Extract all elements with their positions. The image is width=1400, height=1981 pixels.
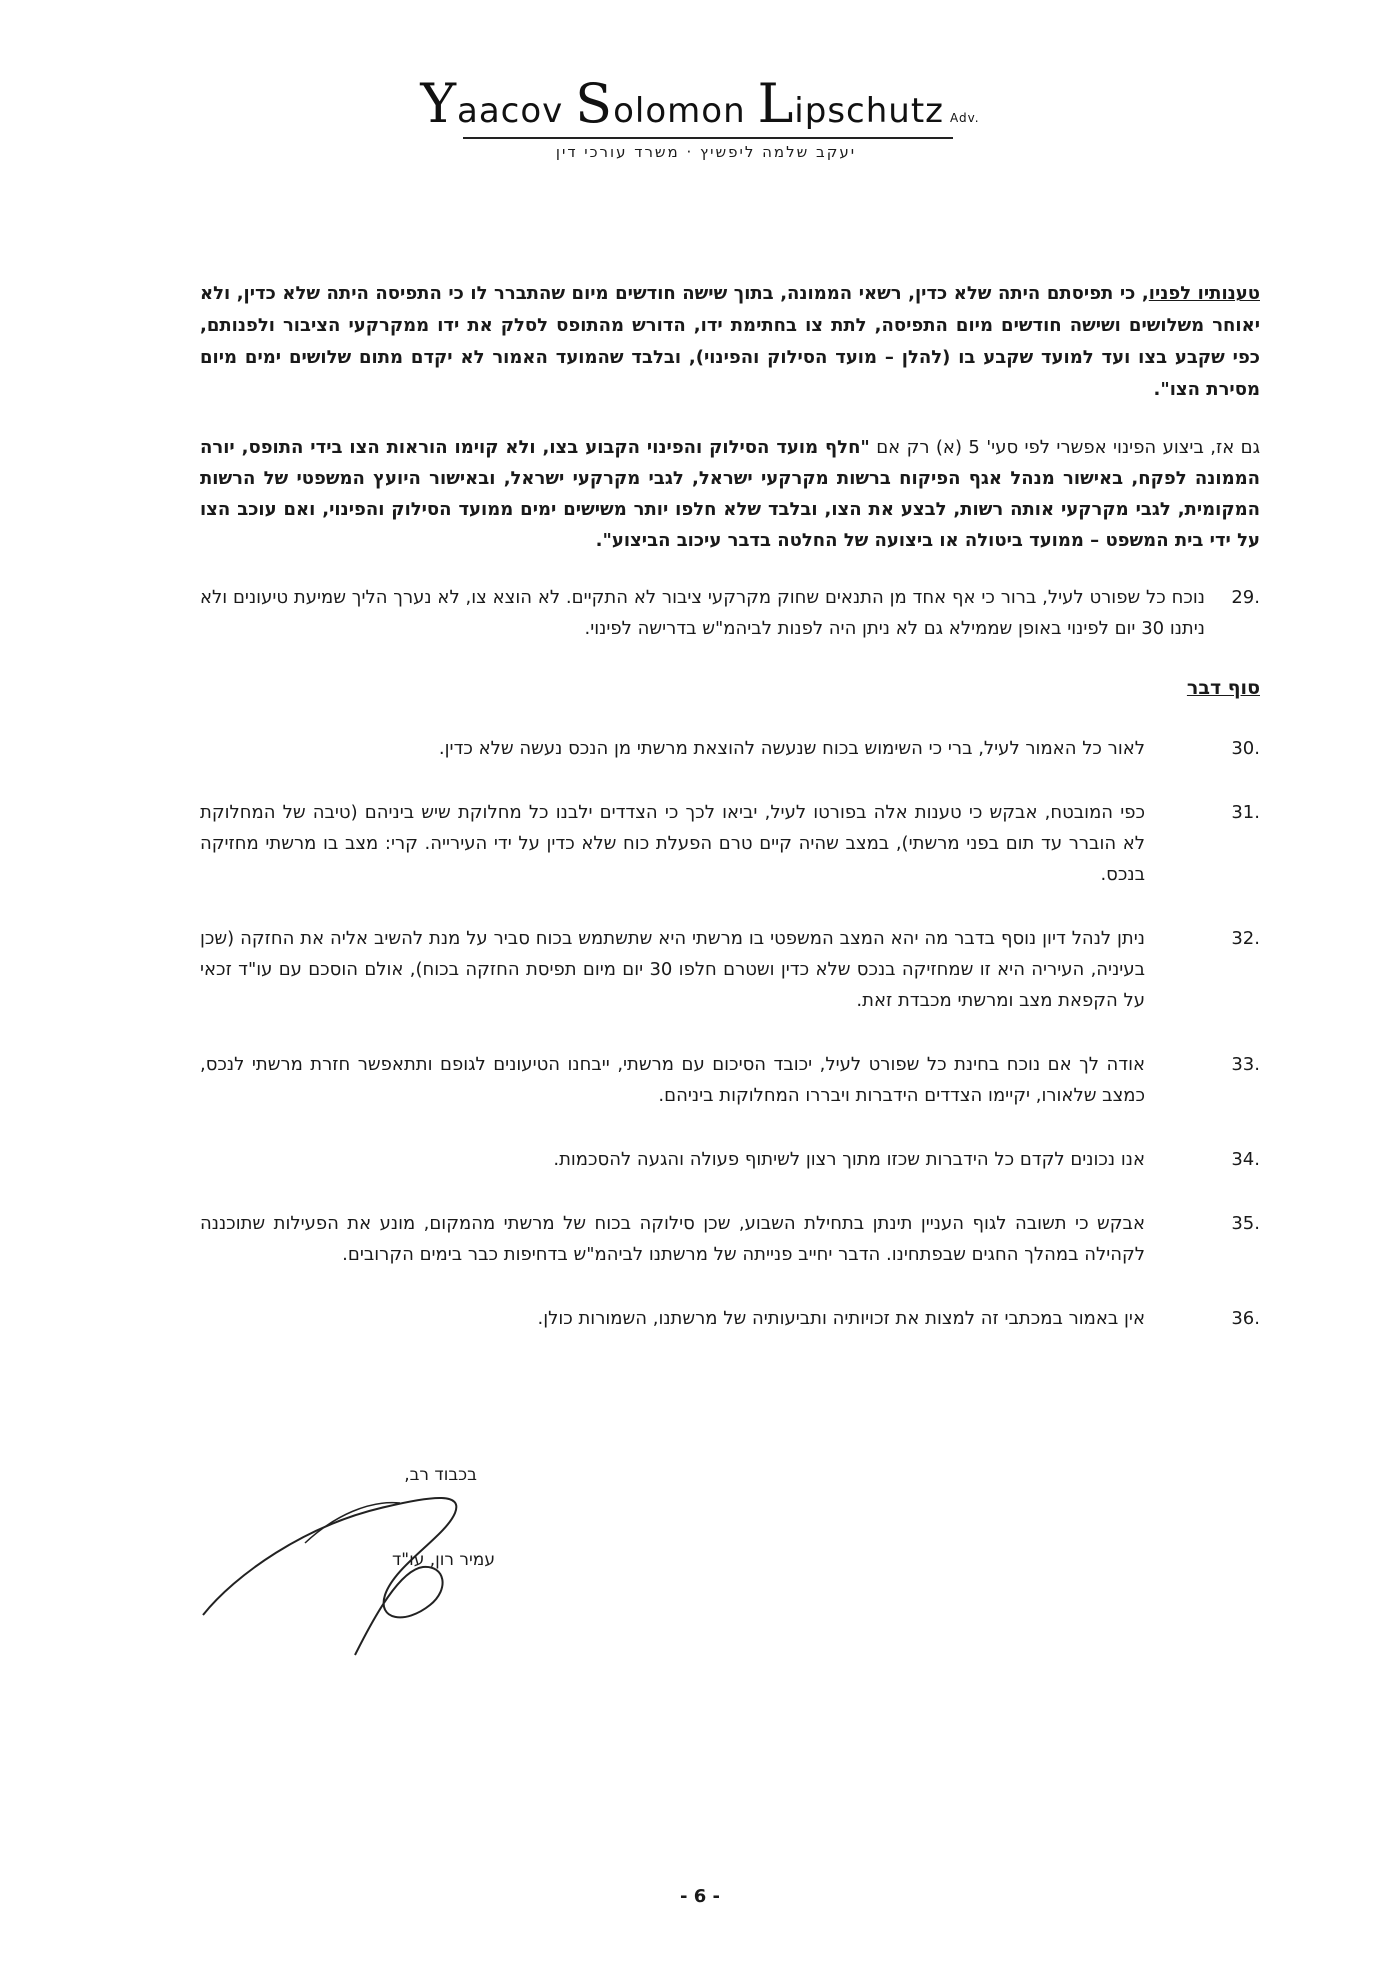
firm-name-part-1: aacov: [457, 91, 576, 131]
paragraph-number: .36: [1231, 1308, 1260, 1329]
paragraph-34: [200, 1144, 1260, 1175]
paragraph-text: לאור כל האמור לעיל, ברי כי השימוש בכוח שנעשה להוצאת מרשתי מן הנכס נעשה שלא כדין.: [438, 738, 1145, 759]
paragraph-text: נוכח כל שפורט לעיל, ברור כי אף אחד מן התנאים שחוק מקרקעי ציבור לא התקיים. לא הוצא צו, לא נערך הליך שמיעת טיעונים ולא ניתנו 30 יום לפינוי באופן שממילא גם לא ניתן היה לפנות לביהמ"ש בדרישה לפינוי.: [200, 587, 1205, 639]
quote-underlined-text: טענותיו לפניו: [1148, 283, 1260, 304]
signature-block: [195, 1455, 525, 1675]
firm-name-initial-y: Y: [420, 72, 458, 135]
signature-name: עמיר רון, עו"ד: [391, 1550, 495, 1570]
paragraph-number: .31: [1231, 802, 1260, 823]
letterhead-rule: [463, 137, 953, 139]
firm-name-part-3: ipschutz: [794, 91, 945, 131]
quote-2-intro: גם אז, ביצוע הפינוי אפשרי לפי סעי' 5 (א) רק אם: [869, 437, 1260, 458]
section-heading: סוף דבר: [1186, 677, 1260, 699]
signature-closing: בכבוד רב,: [404, 1465, 477, 1485]
firm-name-logo: [420, 72, 979, 135]
paragraph-33: [200, 1049, 1260, 1111]
paragraph-number: .30: [1231, 738, 1260, 759]
letter-body: [200, 278, 1260, 1367]
paragraph-29: [200, 582, 1260, 644]
quote-text: , כי תפיסתם היתה שלא כדין, רשאי הממונה, בתוך שישה חודשים מיום שהתברר לו כי התפיסה היתה שלא כדין, ולא יאוחר משלושים ושישה חודשים מיום התפיסה, לתת צו בחתימת ידו, הדורש מהתופס לסלק את ידו ממקרקעי הציבור ולפנותם, כפי שקבע בצו ועד למועד שקבע בו (להלן – מועד הסילוק והפינוי), ובלבד שהמועד האמור לא יקדם מתום שלושים ימים מיום מסירת הצו".: [200, 283, 1260, 400]
paragraph-32: [200, 923, 1260, 1016]
paragraph-36: [200, 1303, 1260, 1334]
quote-block-2: [200, 432, 1260, 556]
quote-block: [200, 278, 1260, 406]
paragraph-number: .34: [1231, 1149, 1260, 1170]
quote-2-bold: "חלף מועד הסילוק והפינוי הקבוע בצו, ולא קוימו הוראות הצו בידי התופס, יורה הממונה לפקח, באישור מנהל אגף הפיקוח ברשות מקרקעי ישראל, לגבי מקרקעי ישראל, ובאישור היועץ המשפטי של הרשות המקומית, לגבי מקרקעי אותה רשות, לבצע את הצו, ובלבד שלא חלפו יותר משישים ימים ממועד הסילוק והפינוי, ואם עוכב הצו על ידי בית המשפט – ממועד ביטולה או ביצועה של החלטה בדבר עיכוב הביצוע".: [200, 437, 1260, 551]
paragraph-31: [200, 797, 1260, 890]
letterhead: [0, 72, 1400, 161]
letterhead-hebrew-name: יעקב שלמה ליפשיץ · משרד עורכי דין: [555, 143, 857, 161]
firm-name-suffix: Adv.: [950, 111, 980, 125]
firm-name-initial-l: L: [757, 72, 795, 135]
paragraph-number: .32: [1231, 928, 1260, 949]
paragraph-text: כפי המובטח, אבקש כי טענות אלה בפורטו לעיל, יביאו לכך כי הצדדים ילבנו כל מחלוקת שיש ביניהם (טיבה של המחלוקת לא הוברר עד תום בפני מרשתי), במצב שהיה קיים טרם הפעלת כוח שלא כדין על ידי העירייה. קרי: מצב בו מרשתי מחזיקה בנכס.: [200, 802, 1145, 885]
paragraph-text: ניתן לנהל דיון נוסף בדבר מה יהא המצב המשפטי בו מרשתי היא שתשתמש בכוח סביר על מנת להשיב אליה את החזקה (שכן בעיניה, העיריה היא זו שמחזיקה בנכס שלא כדין ושטרם חלפו 30 יום מיום תפיסת החזקה בכוח), אולם הוסכם עם עו"ד זכאי על הקפאת מצב ומרשתי מכבדת זאת.: [200, 928, 1145, 1011]
paragraph-text: אודה לך אם נוכח בחינת כל שפורט לעיל, יכובד הסיכום עם מרשתי, ייבחנו הטיעונים לגופם ותתאפשר חזרת מרשתי לנכס, כמצב שלאורו, יקיימו הצדדים הידברות ויבררו המחלוקות ביניהם.: [200, 1054, 1145, 1106]
paragraph-number: .33: [1231, 1054, 1260, 1075]
paragraph-text: אין באמור במכתבי זה למצות את זכויותיה ותביעותיה של מרשתנו, השמורות כולן.: [537, 1308, 1145, 1329]
page-number: - 6 -: [680, 1886, 720, 1907]
firm-name-part-2: olomon: [613, 91, 758, 131]
paragraph-35: [200, 1208, 1260, 1270]
paragraph-text: אנו נכונים לקדם כל הידברות שכזו מתוך רצון לשיתוף פעולה והגעה להסכמות.: [553, 1149, 1145, 1170]
firm-name-initial-s: S: [575, 72, 614, 135]
paragraph-30: [200, 733, 1260, 764]
paragraph-number: .29: [1231, 587, 1260, 608]
paragraph-text: אבקש כי תשובה לגוף העניין תינתן בתחילת השבוע, שכן סילוקה בכוח של מרשתי מהמקום, מונע את הפעילות שתוכננה לקהילה במהלך החגים שבפתחינו. הדבר יחייב פנייתה של מרשתנו לביהמ"ש בדחיפות כבר בימים הקרובים.: [200, 1213, 1145, 1265]
paragraph-number: .35: [1231, 1213, 1260, 1234]
